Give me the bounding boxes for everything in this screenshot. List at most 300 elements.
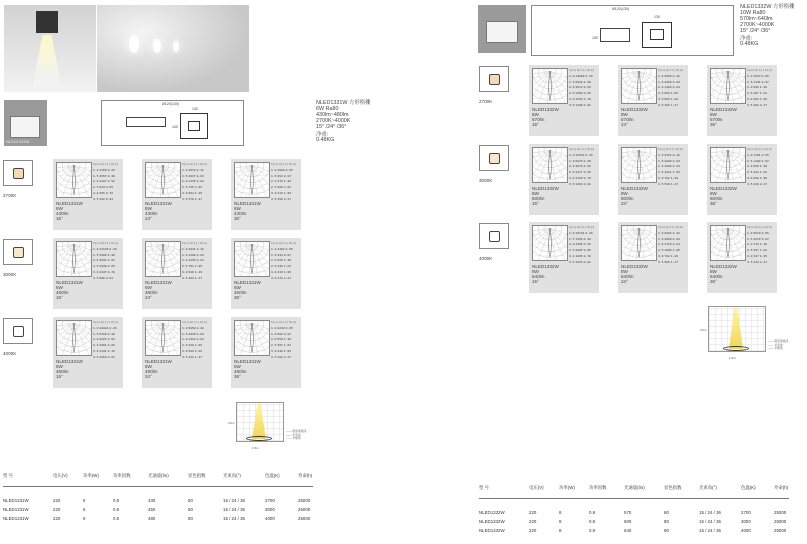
polar-curve-diagram: [711, 69, 745, 103]
illuminance-cell: 306: [277, 186, 283, 190]
spec-table-cell: 430: [148, 498, 156, 503]
ies-chart: [234, 162, 270, 198]
illuminance-cell: 0.42: [672, 74, 680, 78]
illuminance-cell: 2477: [575, 171, 583, 175]
illuminance-cell: 1.0: [658, 153, 664, 157]
illuminance-cell: 0.42: [196, 168, 204, 172]
illuminance-header-cell: E(lx): [577, 69, 587, 72]
illuminance-cell: 1.0: [658, 231, 664, 235]
illuminance-cell: 3.0: [93, 349, 99, 353]
illuminance-table: [182, 320, 211, 361]
card-model: NLED1331W: [234, 359, 261, 364]
illuminance-cell: 0.65: [761, 74, 769, 78]
illuminance-cell: 1.5: [747, 80, 753, 84]
illuminance-cell: 0.91: [105, 197, 114, 201]
card-watt: 6W: [145, 285, 152, 291]
polar-curve-diagram: [57, 163, 91, 197]
photometric-card: [231, 159, 301, 230]
photometric-card: [142, 159, 212, 230]
illuminance-table: [658, 225, 687, 266]
polar-curve-diagram: [622, 148, 656, 182]
illuminance-cell: 298: [753, 176, 759, 180]
illuminance-cell: 1940: [99, 265, 107, 269]
polar-curve-diagram: [235, 242, 269, 276]
illuminance-header-cell: h(m): [569, 148, 577, 151]
card-lumen: 570lm: [621, 117, 634, 123]
illuminance-table: [271, 162, 300, 203]
card-lumen: 570lm: [710, 117, 723, 123]
illuminance-table: [569, 225, 598, 266]
illuminance-row: [182, 355, 211, 361]
card-watt: 6W: [56, 285, 63, 291]
illuminance-cell: 0.65: [761, 153, 769, 157]
spec-table-cell: 0.9: [113, 498, 120, 503]
illuminance-cell: 824: [99, 186, 105, 190]
illuminance-header-cell: E(lx): [577, 148, 587, 151]
illuminance-cell: 1431: [99, 349, 107, 353]
illuminance-cell: 0.63: [196, 253, 204, 257]
illuminance-header-cell: h(m): [569, 69, 577, 72]
illuminance-cell: 1.47: [194, 276, 203, 280]
illuminance-cell: 1.0: [93, 326, 99, 330]
polar-curve-diagram: [146, 163, 180, 197]
illuminance-cell: 0.65: [285, 247, 293, 251]
illuminance-cell: 1052: [99, 355, 107, 359]
illuminance-cell: 1.0: [182, 168, 188, 172]
dimension-top-label: Ø120(130): [162, 102, 180, 106]
card-caption: [234, 359, 261, 379]
illuminance-cell: 3.5: [569, 182, 575, 186]
illuminance-cell: 3.0: [569, 176, 575, 180]
illuminance-cell: 0.78: [105, 191, 114, 195]
illuminance-cell: 0.52: [107, 180, 115, 184]
spec-table-cell: 0.9: [589, 528, 596, 533]
card-watt: 6W: [234, 364, 241, 370]
illuminance-cell: 2.5: [93, 344, 99, 348]
illuminance-cell: 1.62: [759, 171, 768, 175]
illuminance-cell: 1.47: [194, 197, 203, 201]
ies-chart: [145, 241, 181, 277]
illuminance-header-cell: E(lx): [101, 163, 111, 166]
beam-height-label: 3.0m: [700, 328, 707, 332]
illuminance-cell: 0.42: [196, 247, 204, 251]
application-scene-photo: [97, 5, 249, 92]
illuminance-cell: 1.5: [182, 253, 188, 257]
illuminance-cell: 0.39: [107, 253, 115, 257]
spec-line: NLED1331W 方形格栅: [316, 100, 371, 106]
spot-light-1: [129, 35, 139, 53]
illuminance-cell: 6528: [575, 80, 583, 84]
illuminance-cell: 457: [753, 249, 759, 253]
grille-front-shape: [486, 21, 518, 43]
illuminance-cell: 1929: [277, 168, 285, 172]
illuminance-cell: 1.0: [271, 247, 277, 251]
illuminance-cell: 1.47: [194, 355, 203, 359]
card-lumen: 600lm: [532, 196, 545, 202]
illuminance-cell: 5985: [664, 74, 672, 78]
spot-light-2: [153, 39, 161, 53]
illuminance-table: [747, 225, 776, 266]
illuminance-cell: 0.26: [585, 153, 593, 157]
illuminance-header-cell: E(lx): [279, 321, 289, 324]
illuminance-cell: 2.0: [93, 180, 99, 184]
illuminance-cell: 1865: [575, 254, 583, 258]
illuminance-header-cell: D(m): [111, 321, 119, 324]
illuminance-cell: 934: [277, 253, 283, 257]
photometric-card: [707, 222, 777, 293]
illuminance-cell: 725: [188, 186, 194, 190]
illuminance-cell: 1720: [575, 176, 583, 180]
illuminance-cell: 1098: [664, 249, 672, 253]
polar-curve-diagram: [533, 148, 567, 182]
illuminance-cell: 4196: [575, 243, 583, 247]
illuminance-row: [93, 197, 122, 203]
illuminance-cell: 1.0: [182, 247, 188, 251]
photometric-card: [53, 317, 123, 388]
photometric-card: [142, 317, 212, 388]
illuminance-cell: 0.39: [583, 237, 591, 241]
ies-chart: [56, 320, 92, 356]
illuminance-cell: 1.05: [672, 171, 680, 175]
illuminance-cell: 3.5: [747, 260, 753, 264]
illuminance-cell: 0.91: [105, 276, 114, 280]
cct-label: 2700K: [3, 193, 17, 198]
spec-table-cell: NLED1331W: [3, 516, 29, 521]
illuminance-cell: 3.5: [93, 197, 99, 201]
beam-width-label: 1.5m: [252, 446, 259, 450]
illuminance-cell: 1.0: [569, 153, 575, 157]
illuminance-cell: 1.62: [759, 92, 768, 96]
illuminance-cell: 5250: [188, 326, 196, 330]
illuminance-cell: 1370: [575, 260, 583, 264]
illuminance-cell: 0.63: [672, 80, 680, 84]
beam-spot-ellipse: [723, 346, 749, 351]
card-beam: 36°: [710, 279, 717, 285]
illuminance-table: [93, 320, 122, 361]
spec-table-cell: 220: [529, 510, 537, 515]
card-caption: [145, 359, 172, 379]
illuminance-cell: 3.5: [569, 103, 575, 107]
illuminance-cell: 3.0: [658, 176, 664, 180]
illuminance-table: [569, 147, 598, 188]
illuminance-cell: 1156: [99, 168, 107, 172]
card-model: NLED1331W: [234, 201, 261, 206]
card-caption: [710, 186, 737, 206]
illuminance-row: [271, 197, 300, 203]
fixture-side-outline: [126, 117, 166, 127]
polar-curve-diagram: [533, 69, 567, 103]
illuminance-cell: 3.0: [569, 254, 575, 258]
card-model: NLED1331W: [145, 201, 172, 206]
card-beam: 24°: [145, 374, 152, 380]
illuminance-cell: 3.0: [658, 254, 664, 258]
illuminance-cell: 516: [664, 182, 670, 186]
illuminance-cell: 1.30: [283, 338, 292, 342]
illuminance-cell: 0.26: [109, 326, 117, 330]
card-beam: 24°: [621, 279, 628, 285]
illuminance-cell: 1496: [664, 86, 672, 90]
weight-value: 0.48KG: [316, 137, 335, 144]
spec-table-cell: 25000: [774, 528, 787, 533]
illuminance-cell: 403: [188, 276, 194, 280]
card-caption: [710, 107, 737, 127]
spec-table-cell: 25000: [774, 519, 787, 524]
illuminance-cell: 1.62: [283, 265, 292, 269]
illuminance-cell: 1.5: [271, 174, 277, 178]
spec-table-cell: 220: [529, 528, 537, 533]
card-model: NLED1332W: [532, 186, 559, 191]
illuminance-cell: 2.0: [93, 338, 99, 342]
spec-table-rule: [3, 486, 313, 487]
illuminance-cell: 3.0: [93, 270, 99, 274]
illuminance-cell: 2.5: [658, 171, 664, 175]
illuminance-cell: 3050: [664, 237, 672, 241]
spec-line: 430lm~480lm: [316, 111, 349, 118]
illuminance-cell: 182: [277, 355, 283, 359]
illuminance-cell: 0.65: [105, 186, 114, 190]
spec-table-header-cell: 光通量(lm): [624, 485, 645, 490]
card-watt: 8W: [532, 112, 539, 118]
card-watt: 8W: [710, 191, 717, 197]
spec-table-cell: 4000: [741, 528, 751, 533]
photometric-card: [618, 222, 688, 293]
spec-table-cell: 0.9: [589, 510, 596, 515]
illuminance-header-cell: D(m): [289, 321, 297, 324]
spec-table-cell: NLED1332W: [479, 519, 505, 524]
illuminance-cell: 0.26: [107, 168, 115, 172]
illuminance-cell: 0.65: [583, 92, 591, 96]
card-lumen: 430lm: [56, 211, 69, 217]
card-caption: [234, 201, 261, 221]
ies-chart: [145, 162, 181, 198]
photometric-card: [618, 144, 688, 215]
illuminance-cell: 0.65: [107, 344, 115, 348]
illuminance-cell: 1.47: [670, 182, 679, 186]
grille-front-shape: [10, 116, 40, 138]
illuminance-cell: 12125: [99, 247, 109, 251]
illuminance-cell: 0.84: [672, 86, 680, 90]
illuminance-cell: 3.5: [747, 182, 753, 186]
illuminance-cell: 1.5: [271, 253, 277, 257]
card-watt: 8W: [621, 191, 628, 197]
illuminance-cell: 0.65: [285, 168, 293, 172]
illuminance-cell: 3.5: [658, 260, 664, 264]
illuminance-row: [569, 182, 598, 188]
card-lumen: 430lm: [234, 211, 247, 217]
spec-line: NLED1332W 方形格栅: [740, 4, 795, 10]
card-beam: 15°: [56, 295, 63, 301]
illuminance-header-cell: h(m): [658, 69, 666, 72]
beam-spread-diagram: [700, 302, 798, 362]
illuminance-cell: 2.0: [182, 180, 188, 184]
cct-color-chip: [13, 168, 24, 179]
illuminance-cell: 370: [188, 197, 194, 201]
illuminance-cell: 2.5: [747, 171, 753, 175]
photometric-card: [53, 238, 123, 309]
illuminance-cell: 0.52: [583, 165, 591, 169]
photometric-card: [707, 65, 777, 136]
illuminance-cell: 762: [664, 254, 670, 258]
illuminance-cell: 6321: [664, 153, 672, 157]
illuminance-cell: 2567: [99, 174, 107, 178]
card-lumen: 640lm: [532, 274, 545, 280]
spec-table-cell: 80: [664, 510, 669, 515]
illuminance-cell: 3.0: [93, 191, 99, 195]
illuminance-row: [271, 355, 300, 361]
illuminance-cell: 3.5: [182, 197, 188, 201]
illuminance-cell: 0.84: [672, 165, 680, 169]
illuminance-header-cell: E(lx): [666, 148, 676, 151]
card-beam: 24°: [145, 295, 152, 301]
ies-chart: [621, 68, 657, 104]
illuminance-cell: 2.0: [747, 86, 753, 90]
illuminance-cell: 1.05: [672, 249, 680, 253]
spec-table-header-cell: 色温(K): [741, 485, 756, 490]
illuminance-table: [271, 241, 300, 282]
illuminance-cell: 1.05: [194, 265, 203, 269]
illuminance-table: [182, 241, 211, 282]
product-cutaway-photo: [4, 5, 96, 92]
cct-label: 4000K: [3, 351, 17, 356]
card-watt: 8W: [532, 269, 539, 275]
illuminance-cell: 636: [753, 86, 759, 90]
illuminance-cell: 1264: [575, 182, 583, 186]
illuminance-cell: 455: [99, 191, 105, 195]
card-model: NLED1331W: [56, 280, 83, 285]
illuminance-cell: 2660: [664, 80, 672, 84]
photometric-card: [142, 238, 212, 309]
spec-table-cell: 15 / 24 / 36: [223, 507, 245, 512]
spec-table-cell: 480: [148, 516, 156, 521]
spec-table-cell: 15 / 24 / 36: [699, 519, 721, 524]
illuminance-cell: 0.84: [196, 338, 204, 342]
illuminance-header-cell: h(m): [182, 242, 190, 245]
illuminance-cell: 3.5: [658, 182, 664, 186]
illuminance-header-cell: h(m): [182, 321, 190, 324]
card-lumen: 640lm: [710, 274, 723, 280]
dimension-height-label: 100: [592, 36, 598, 40]
card-lumen: 570lm: [532, 117, 545, 123]
illuminance-cell: 1.26: [670, 254, 679, 258]
spec-table-header-cell: 寿命(h): [298, 473, 313, 478]
cct-color-chip: [489, 231, 500, 242]
spec-table-header-cell: 功率因数: [589, 485, 607, 490]
illuminance-cell: 0.26: [109, 247, 117, 251]
spec-line: 2700K~4000K: [740, 21, 775, 28]
illuminance-cell: 208: [753, 103, 759, 107]
illuminance-cell: 233: [753, 260, 759, 264]
illuminance-cell: 1135: [188, 180, 196, 184]
card-beam: 36°: [710, 122, 717, 128]
illuminance-cell: 3.5: [93, 276, 99, 280]
spec-table-cell: 80: [188, 516, 193, 521]
illuminance-cell: 15478: [575, 153, 585, 157]
illuminance-cell: 1.47: [670, 103, 679, 107]
spec-table-cell: 15 / 24 / 36: [223, 516, 245, 521]
illuminance-cell: 0.63: [672, 237, 680, 241]
weight-label: 净重:: [316, 131, 329, 138]
illuminance-cell: 3.0: [747, 97, 753, 101]
illuminance-header-cell: D(m): [587, 69, 595, 72]
illuminance-header-cell: D(m): [289, 242, 297, 245]
card-watt: 6W: [145, 364, 152, 370]
spec-table-cell: 8: [559, 528, 562, 533]
illuminance-cell: 2.0: [182, 259, 188, 263]
illuminance-row: [182, 197, 211, 203]
illuminance-cell: 1.0: [93, 247, 99, 251]
spec-line: 2700K~4000K: [316, 117, 351, 124]
card-watt: 6W: [145, 206, 152, 212]
dimension-width-label: 130: [192, 107, 198, 111]
illuminance-cell: 2.5: [569, 92, 575, 96]
card-model: NLED1331W: [145, 280, 172, 285]
spec-table-cell: 0.9: [113, 507, 120, 512]
illuminance-cell: 2.5: [93, 186, 99, 190]
spec-table-cell: 570: [624, 510, 632, 515]
illuminance-cell: 3.5: [271, 355, 277, 359]
beam-legend: [768, 340, 788, 351]
illuminance-header-cell: E(lx): [577, 226, 587, 229]
illuminance-header-cell: h(m): [747, 69, 755, 72]
illuminance-cell: 2.5: [271, 265, 277, 269]
illuminance-cell: 714: [753, 243, 759, 247]
illuminance-cell: 2.0: [569, 165, 575, 169]
illuminance-cell: 3.0: [747, 176, 753, 180]
photometric-card: [231, 317, 301, 388]
card-lumen: 600lm: [621, 196, 634, 202]
illuminance-cell: 158: [277, 197, 283, 201]
weight-label: 净重:: [740, 35, 753, 42]
illuminance-cell: 0.97: [283, 174, 292, 178]
illuminance-row: [747, 103, 776, 109]
polar-curve-diagram: [622, 226, 656, 260]
illuminance-cell: 0.52: [583, 86, 591, 90]
illuminance-cell: 0.78: [583, 254, 591, 258]
spec-table-cell: 640: [624, 528, 632, 533]
illuminance-cell: 0.91: [107, 355, 115, 359]
spec-table-cell: NLED1332W: [479, 510, 505, 515]
illuminance-cell: 3.0: [271, 191, 277, 195]
cct-swatch: [3, 239, 33, 265]
illuminance-cell: 2.5: [747, 249, 753, 253]
illuminance-cell: 1.26: [194, 349, 203, 353]
illuminance-cell: 0.42: [196, 326, 204, 330]
illuminance-cell: 0.65: [583, 249, 591, 253]
ies-chart: [234, 241, 270, 277]
illuminance-cell: 16784: [575, 231, 585, 235]
illuminance-cell: 2.0: [93, 259, 99, 263]
polar-curve-diagram: [57, 321, 91, 355]
illuminance-cell: 0.78: [583, 176, 591, 180]
illuminance-cell: 0.91: [583, 182, 591, 186]
illuminance-cell: 428: [753, 171, 759, 175]
illuminance-cell: 2.5: [182, 186, 188, 190]
spec-table-cell: 0.9: [589, 519, 596, 524]
illuminance-cell: 283: [753, 97, 759, 101]
illuminance-cell: 4570: [188, 168, 196, 172]
spec-table-cell: 0.9: [113, 516, 120, 521]
spec-table-header-cell: 型 号: [3, 473, 14, 478]
illuminance-header-cell: E(lx): [666, 69, 676, 72]
polar-curve-diagram: [622, 69, 656, 103]
card-caption: [234, 280, 261, 300]
cct-swatch: [479, 223, 509, 249]
illuminance-cell: 0.97: [283, 332, 292, 336]
illuminance-cell: 3031: [99, 259, 107, 263]
illuminance-header-cell: h(m): [747, 148, 755, 151]
spec-line: 15° /24° /36°: [740, 27, 771, 34]
illuminance-table: [182, 162, 211, 203]
